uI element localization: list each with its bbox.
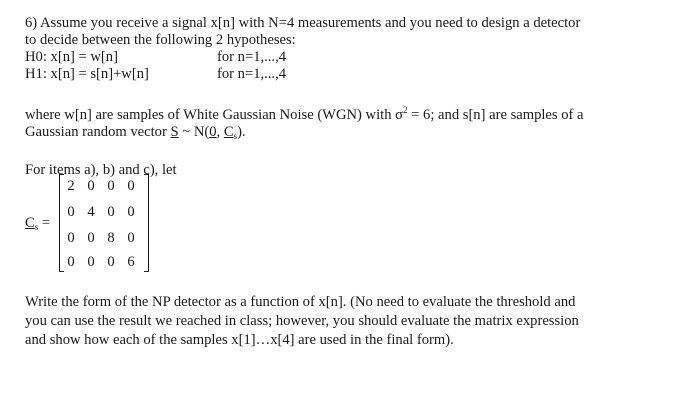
matrix-cell: 0 [127,204,135,220]
matrix-cell: 0 [67,230,75,246]
where2-text-d: ). [237,124,246,140]
covariance-c [224,124,237,140]
hypothesis-h1-range: for n=1,...,4 [217,66,287,82]
hypothesis-h0-range: for n=1,...,4 [217,49,287,65]
cs-label [25,214,50,232]
matrix-cell: 0 [127,178,135,194]
where-line-1 [25,106,584,124]
where-text-a: where w[n] are samples of White Gaussian Noise (WGN) with σ [25,107,404,123]
matrix-cell: 6 [127,254,135,270]
matrix-cell: 0 [107,204,115,220]
matrix-cell: 4 [87,204,95,220]
task-line-1: Write the form of the NP detector as a function of x[n]. (No need to evaluate the threshold and [25,294,576,310]
cs-sub: s [34,222,39,232]
matrix-cell: 0 [87,230,95,246]
covariance-c-sub: s [233,131,238,141]
cs-letter: C [25,215,35,231]
where2-text-a: Gaussian random vector [25,124,171,140]
cs-equals: = [38,215,51,231]
where-text-b: = 6; and s[n] are samples of a [407,107,584,123]
matrix-cell: 0 [67,254,75,270]
intro-line-1: 6) Assume you receive a signal x[n] with N=4 measurements and you need to design a detector [25,15,581,31]
matrix-cell: 2 [67,178,75,194]
where2-text-c: , [216,124,224,140]
covariance-c-letter: C [223,124,234,140]
covariance-matrix [59,174,149,272]
matrix-cell: 0 [127,230,135,246]
matrix-right-bracket [144,174,149,272]
task-line-2: you can use the result we reached in class; however, you should evaluate the matrix expression [25,313,579,329]
zero-vector: 0 [209,124,217,140]
matrix-cell: 0 [87,254,95,270]
hypothesis-h1: H1: x[n] = s[n]+w[n] [25,66,149,82]
matrix-cell: 0 [87,178,95,194]
items-line: For items a), b) and c), let [25,162,177,178]
matrix-cell: 8 [107,230,115,246]
task-line-3: and show how each of the samples x[1]…x[4] are used in the final form). [25,332,454,348]
vector-s: S [170,124,179,140]
sigma-exponent: 2 [403,105,408,115]
intro-line-2: to decide between the following 2 hypotheses: [25,32,296,48]
where-line-2 [25,123,246,141]
matrix-cell: 0 [107,254,115,270]
matrix-cell: 0 [107,178,115,194]
hypothesis-h0: H0: x[n] = w[n] [25,49,118,65]
matrix-cell: 0 [67,204,75,220]
cs-label-c [25,215,38,231]
where2-text-b: ~ N( [178,124,210,140]
